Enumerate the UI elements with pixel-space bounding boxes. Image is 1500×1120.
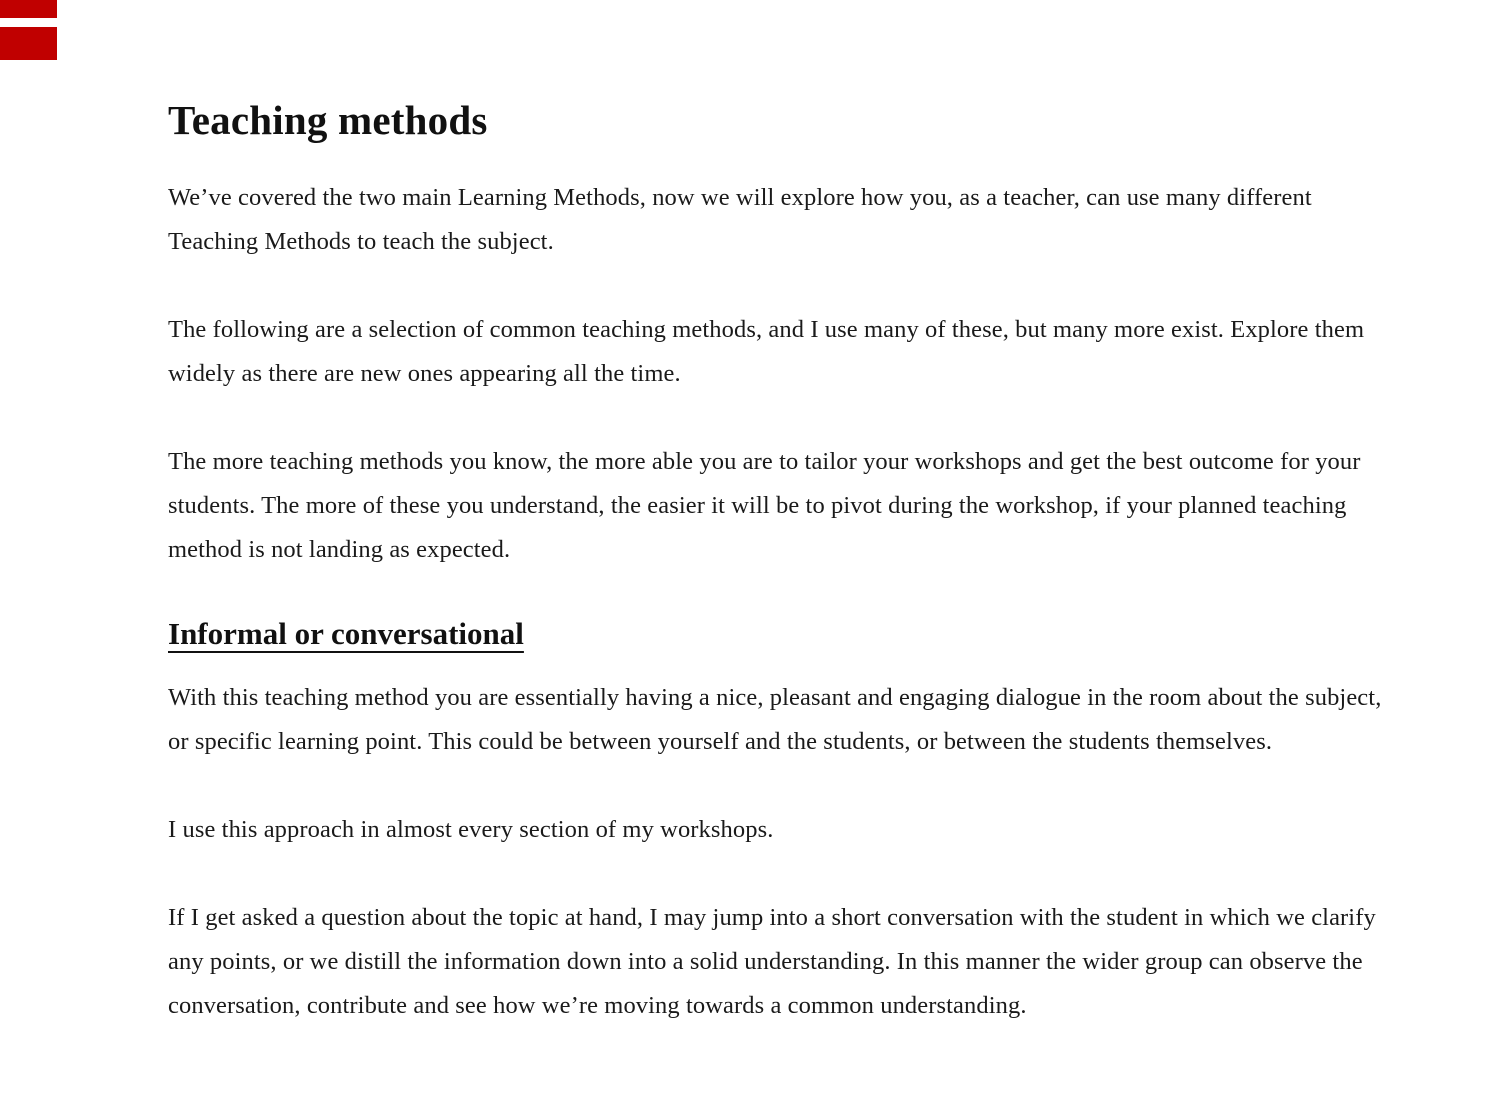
intro-paragraph-1: We’ve covered the two main Learning Methods, now we will explore how you, as a teacher, can use many different Teaching Methods to teach the subject. xyxy=(168,184,1312,255)
section-paragraph-2: I use this approach in almost every section of my workshops. xyxy=(168,816,774,843)
document-content xyxy=(168,96,1396,1028)
intro-paragraph-2: The following are a selection of common teaching methods, and I use many of these, but many more exist. Explore them widely as there are new ones appearing all the time. xyxy=(168,316,1365,387)
screen-edge-red-artifact-bottom xyxy=(0,27,57,60)
section-paragraph-3: If I get asked a question about the topic at hand, I may jump into a short conversation with the student in which we clarify any points, or we distill the information down into a solid understanding. In this manner the wider group can observe the conversation, contribute and see how we’re moving towards a common understanding. xyxy=(168,904,1376,1019)
intro-paragraph-3: The more teaching methods you know, the more able you are to tailor your workshops and get the best outcome for your students. The more of these you understand, the easier it will be to pivot during the workshop, if your planned teaching method is not landing as expected. xyxy=(168,448,1361,563)
screen-edge-red-artifact-top xyxy=(0,0,57,18)
section-heading-informal-or-conversational: Informal or conversational xyxy=(168,616,524,651)
section-paragraph-1: With this teaching method you are essentially having a nice, pleasant and engaging dialogue in the room about the subject, or specific learning point. This could be between yourself and the students, or between the students themselves. xyxy=(168,684,1382,755)
page-title: Teaching methods xyxy=(168,97,488,143)
